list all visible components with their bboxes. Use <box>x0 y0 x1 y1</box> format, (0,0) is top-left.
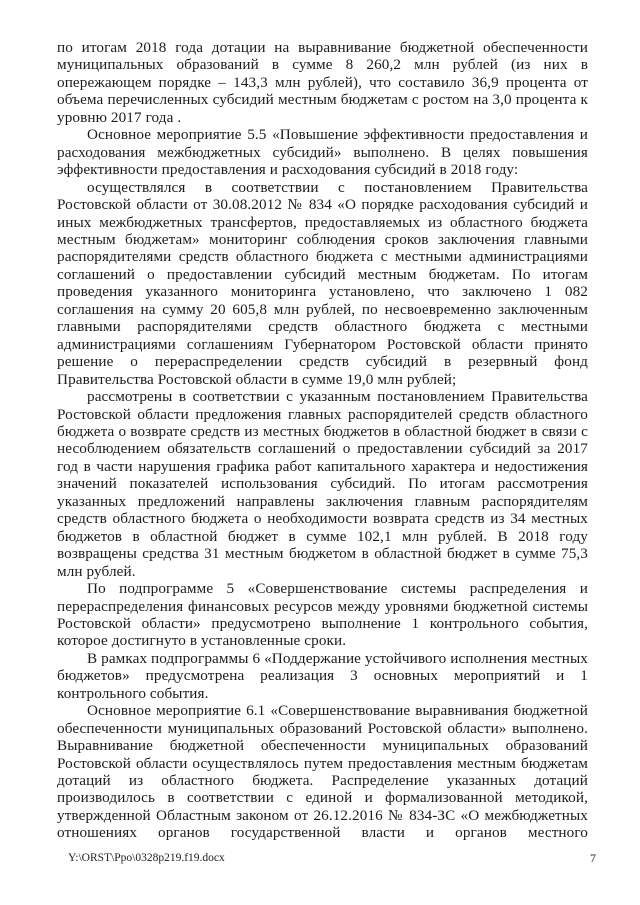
paragraph: В рамках подпрограммы 6 «Поддержание устойчивого исполнения местных бюджетов» предусмотрена реализация 3 основных мероприятий и 1 контрольного события. <box>57 649 588 702</box>
paragraph: Основное мероприятие 6.1 «Совершенствование выравнивания бюджетной обеспеченности муниципальных образований Ростовской области» выполнено. Выравнивание бюджетной обеспеченности муниципальных образований Ростовской области осуществлялось путем предоставления местным бюджетам дотаций из областного бюджета. Распределение указанных дотаций производилось в соответствии с единой и формализованной методикой, утвержденной Областным законом от 26.12.2016 № 834-ЗС «О межбюджетных отношениях органов государственной власти и органов местного <box>57 702 588 842</box>
footer-file-path: Y:\ORST\Ppo\0328p219.f19.docx <box>68 852 225 864</box>
document-body <box>57 39 588 842</box>
paragraph: осуществлялся в соответствии с постановлением Правительства Ростовской области от 30.08.2012 № 834 «О порядке расходования субсидий и иных межбюджетных трансфертов, предоставляемых из областного бюджета местным бюджетам» мониторинг соблюдения сроков заключения главными распорядителями средств областного бюджета с местными администрациями соглашений о предоставлении субсидий местным бюджетам. По итогам проведения указанного мониторинга установлено, что заключено 1 082 соглашения на сумму 20 605,8 млн рублей, по несвоевременно заключенным главными распорядителями средств областного бюджета с местными администрациями соглашениям Губернатором Ростовской области принято решение о перераспределении средств субсидий в резервный фонд Правительства Ростовской области в сумме 19,0 млн рублей; <box>57 178 588 388</box>
footer-page-number: 7 <box>590 851 596 865</box>
paragraph: рассмотрены в соответствии с указанным постановлением Правительства Ростовской области предложения главных распорядителей средств областного бюджета о возврате средств из местных бюджетов в областной бюджет в связи с несоблюдением обязательств соглашений о предоставлении субсидий за 2017 год в части нарушения графика работ капитального характера и недостижения значений показателей использования субсидий. По итогам рассмотрения указанных предложений направлены заключения главным распорядителям средств областного бюджета о необходимости возврата средств из 34 местных бюджетов в областной бюджет в сумме 102,1 млн рублей. В 2018 году возвращены средства 31 местным бюджетом в областной бюджет в сумме 75,3 млн рублей. <box>57 388 588 580</box>
paragraph: По подпрограмме 5 «Совершенствование системы распределения и перераспределения финансовых ресурсов между уровнями бюджетной системы Ростовской области» предусмотрено выполнение 1 контрольного события, которое достигнуто в установленные сроки. <box>57 580 588 650</box>
paragraph: по итогам 2018 года дотации на выравнивание бюджетной обеспеченности муниципальных образований в сумме 8 260,2 млн рублей (из них в опережающем порядке – 143,3 млн рублей), что составило 36,9 процента от объема перечисленных субсидий местным бюджетам с ростом на 3,0 процента к уровню 2017 года . <box>57 39 588 126</box>
paragraph: Основное мероприятие 5.5 «Повышение эффективности предоставления и расходования межбюджетных субсидий» выполнено. В целях повышения эффективности предоставления и расходования субсидий в 2018 году: <box>57 126 588 179</box>
